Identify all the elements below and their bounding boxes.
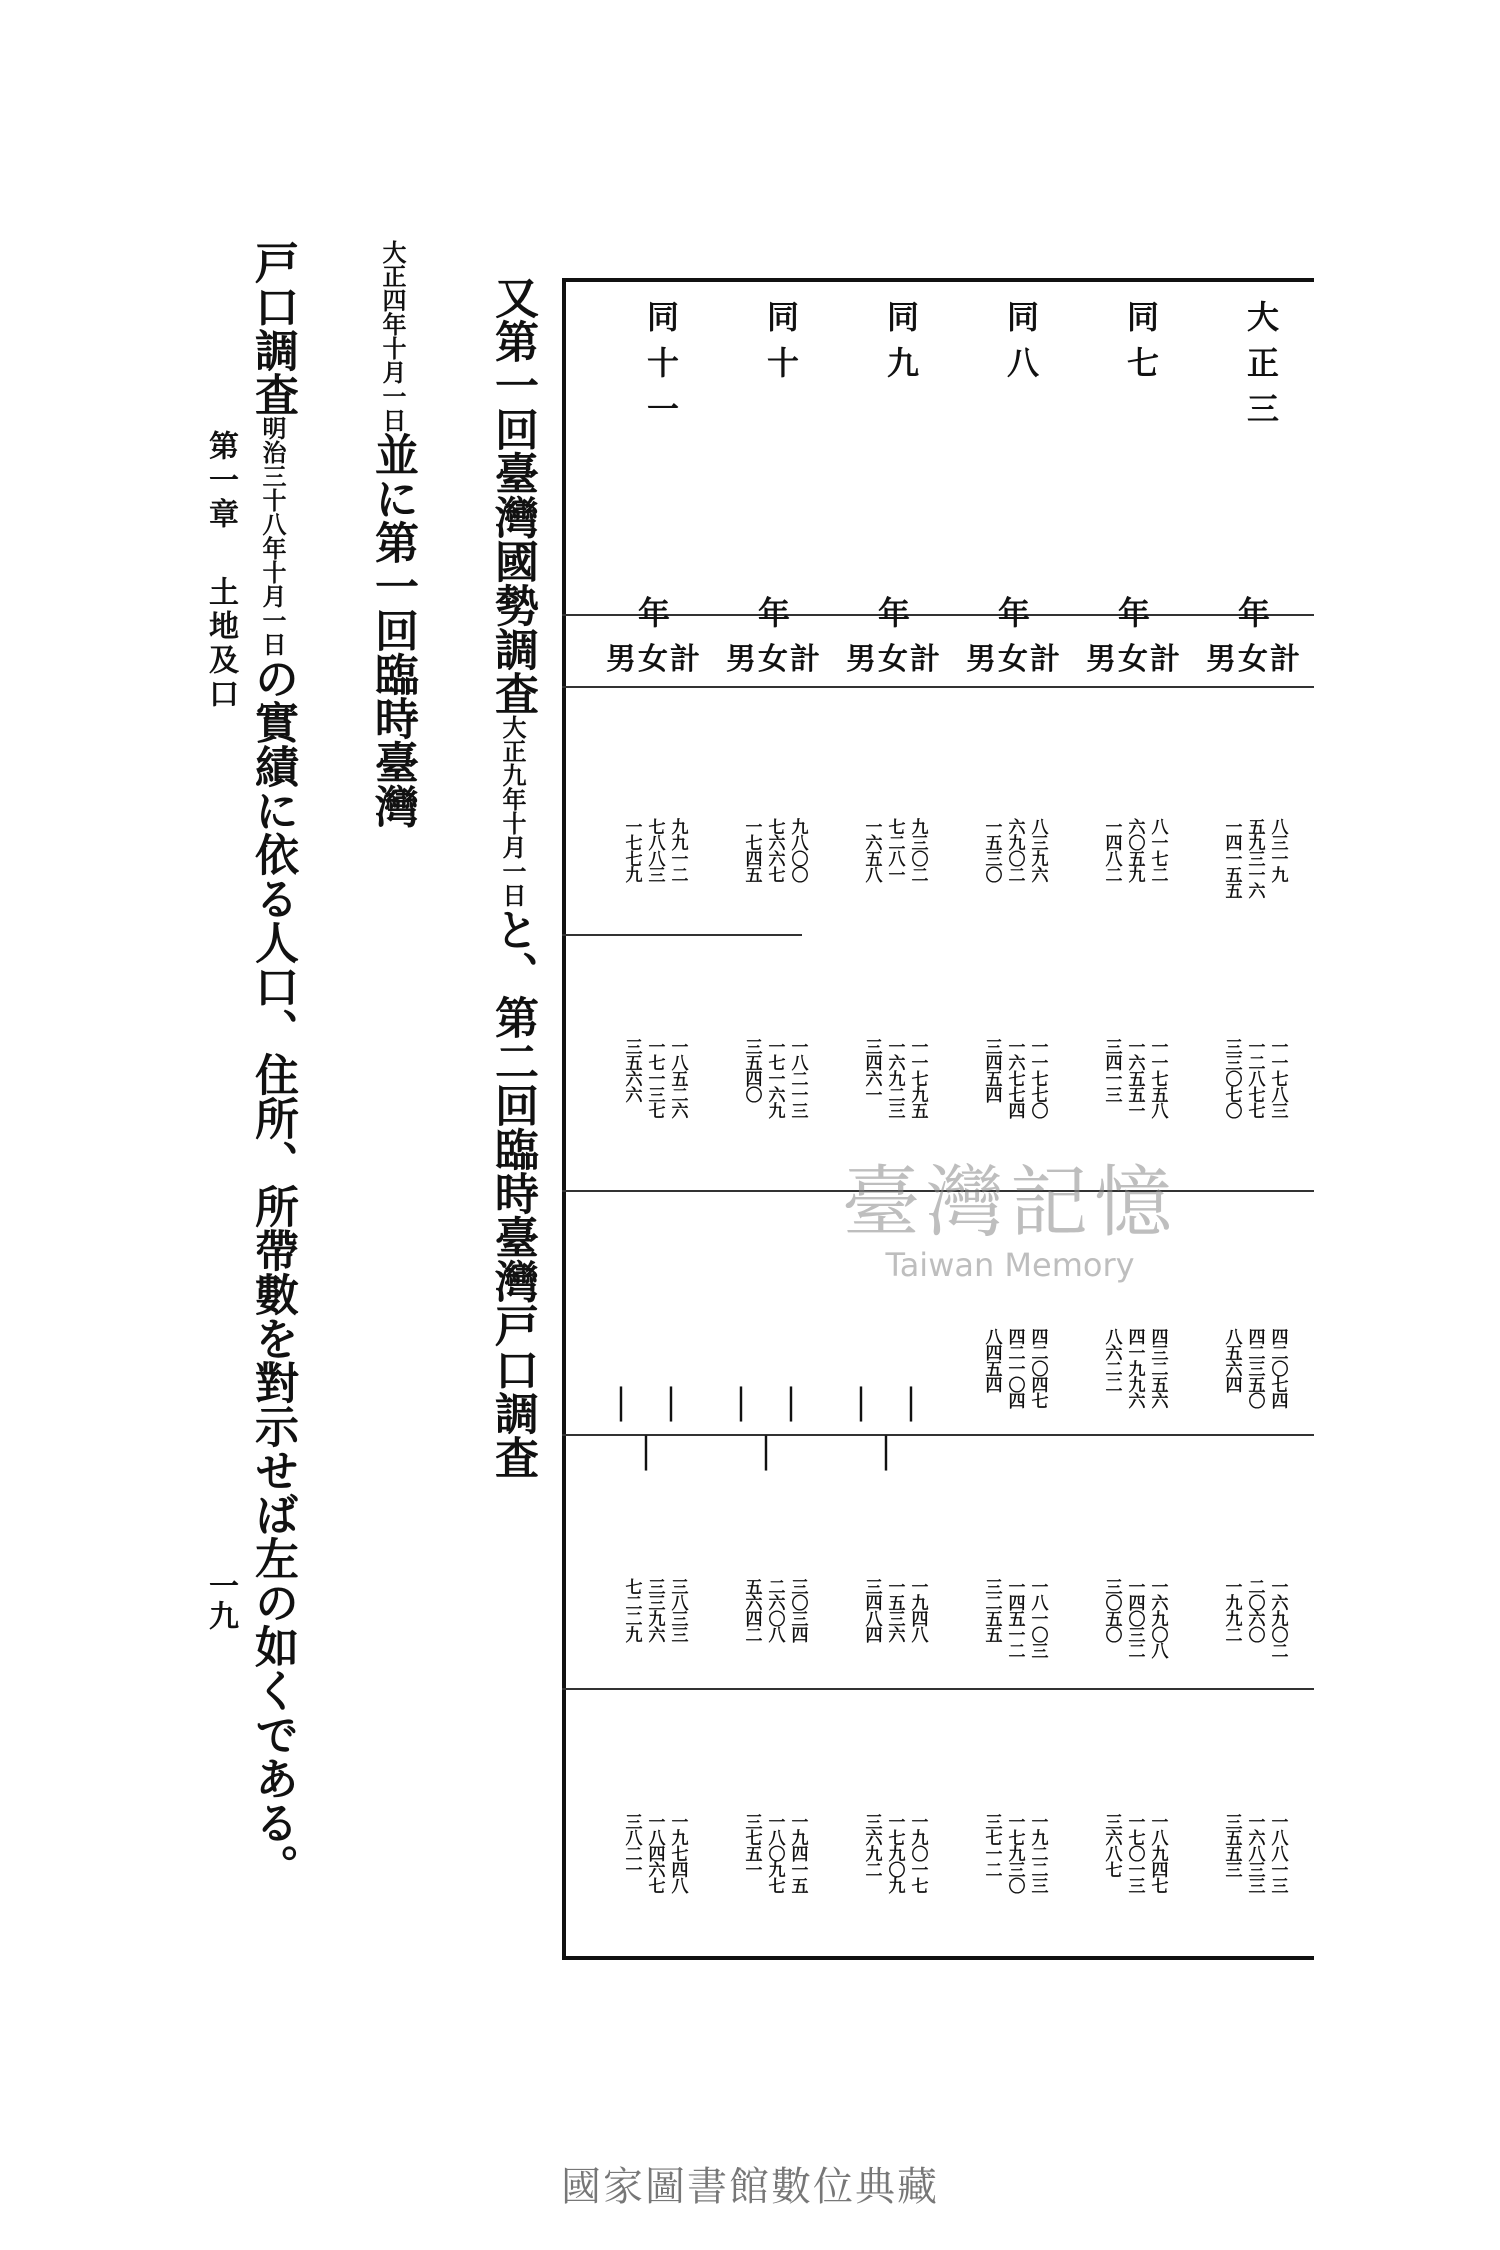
cell-value: 一四八二	[1101, 818, 1122, 882]
table-cell	[1074, 1578, 1194, 1658]
table-cell	[1194, 1328, 1314, 1408]
cell-value: 八五六四	[1221, 1328, 1242, 1392]
cell-value: 三八二一	[621, 1813, 642, 1877]
sex-label: 男女計	[966, 642, 1062, 677]
table-cell	[1194, 1578, 1314, 1658]
cell-value: 一九七四八	[667, 1813, 688, 1893]
cell-value: 七二八一	[884, 818, 905, 882]
cell-value: 三四五四	[981, 1038, 1002, 1102]
year-header: 同八 年	[998, 300, 1040, 632]
cell-value: 八六二二	[1101, 1328, 1122, 1392]
table-cell	[834, 1813, 954, 1893]
cell-value: 四三二五六	[1147, 1328, 1168, 1408]
population-table	[562, 278, 1314, 1960]
cell-value: 三七一二	[981, 1813, 1002, 1877]
cell-value: 一九九二	[1221, 1578, 1242, 1642]
cell-value: 一六九〇八	[1147, 1578, 1168, 1658]
cell-value: 一七九三〇	[1004, 1813, 1025, 1893]
sex-label: 男女計	[726, 642, 822, 677]
cell-value: 一二八七七	[1244, 1038, 1265, 1118]
paragraph-column-2	[367, 240, 418, 828]
cell-value: 九三〇二	[907, 818, 928, 882]
row-rule	[562, 934, 802, 936]
cell-value: 一四一五五	[1221, 818, 1242, 898]
date-note: 大正四年十月一日	[378, 240, 407, 432]
cell-value: 一九〇一七	[907, 1813, 928, 1893]
footer-credit: 國家圖書館數位典藏	[561, 2164, 939, 2210]
table-cell	[1074, 1328, 1194, 1408]
cell-value: 八三九六	[1027, 818, 1048, 882]
table-cell	[714, 1813, 834, 1893]
cell-value: 一一七七〇	[1027, 1038, 1048, 1118]
cell-value: 三四八四	[861, 1578, 882, 1642]
sex-label: 男女計	[1206, 642, 1302, 677]
paragraph-column-3	[247, 240, 298, 1888]
table-cell	[714, 818, 834, 882]
cell-value: 三三九六	[644, 1578, 665, 1642]
sex-label: 男女計	[606, 642, 702, 677]
cell-value: 三六九二	[861, 1813, 882, 1877]
cell-value: 二六〇八	[764, 1578, 785, 1642]
cell-value: 三四一三	[1101, 1038, 1122, 1102]
page-number: 一九	[203, 1570, 238, 1630]
year-header: 同十 年	[758, 300, 800, 632]
cell-value: 九八〇〇	[787, 818, 808, 882]
table-cell	[1194, 818, 1314, 898]
cell-value: 一八二一三	[787, 1038, 808, 1118]
cell-value: 一七四五	[741, 818, 762, 882]
cell-value: 一九四八	[907, 1578, 928, 1642]
watermark-cn: 臺灣記憶	[841, 1158, 1178, 1248]
table-cell	[834, 1038, 954, 1118]
table-cell	[954, 1813, 1074, 1893]
cell-value: 八四五四	[981, 1328, 1002, 1392]
cell-value: 四二〇七四	[1267, 1328, 1288, 1408]
table-cell	[954, 1578, 1074, 1658]
cell-value: 一一七五八	[1147, 1038, 1168, 1118]
cell-value: 一五三〇	[981, 818, 1002, 882]
cell-value: 二〇六〇	[1244, 1578, 1265, 1642]
year-header: 同七 年	[1118, 300, 1160, 632]
cell-value: 四二三五〇	[1244, 1328, 1265, 1408]
cell-value: 一六七七四	[1004, 1038, 1025, 1118]
cell-value: 四二〇四七	[1027, 1328, 1048, 1408]
watermark	[770, 1140, 1250, 1284]
cell-value: 六九〇二	[1004, 818, 1025, 882]
cell-value: 一五三六	[884, 1578, 905, 1642]
watermark-en: Taiwan Memory	[885, 1246, 1135, 1284]
sex-label: 男女計	[846, 642, 942, 677]
year-header: 同九 年	[878, 300, 920, 632]
cell-value: 一一七八三	[1267, 1038, 1288, 1118]
cell-value: 四二一〇四	[1004, 1328, 1025, 1408]
chapter-label: 第一章	[203, 430, 238, 532]
running-head	[198, 430, 242, 712]
table-cell	[1074, 818, 1194, 882]
cell-value: 一七〇一三	[1124, 1813, 1145, 1893]
cell-value: 五九三一六	[1244, 818, 1265, 898]
cell-value: 一七七九	[621, 818, 642, 882]
cell-value: 一六九〇二	[1267, 1578, 1288, 1658]
cell-value: 一八四六七	[644, 1813, 665, 1893]
cell-value: 一六八三三	[1244, 1813, 1265, 1893]
paragraph-text: の實績に依る人口、住所、所帶數を對示せば左の如くである。	[247, 656, 298, 1888]
cell-value: 七八八三	[644, 818, 665, 882]
cell-value: 一七一六九	[764, 1038, 785, 1118]
cell-value: 八一七二	[1147, 818, 1168, 882]
table-cell	[714, 1578, 834, 1642]
cell-value: 一九四一五	[787, 1813, 808, 1893]
table-cell	[834, 818, 954, 882]
table-cell	[1194, 1038, 1314, 1118]
sex-rule	[562, 686, 1314, 688]
row-rule	[562, 1688, 1314, 1690]
cell-value: 一一七九五	[907, 1038, 928, 1118]
paragraph-text: 又第一回臺灣國勢調査	[487, 275, 538, 715]
sex-label: 男女計	[1086, 642, 1182, 677]
table-cell	[714, 1038, 834, 1118]
cell-value: 三六八七	[1101, 1813, 1122, 1877]
cell-value: 一八五二六	[667, 1038, 688, 1118]
cell-value: 一八〇九七	[764, 1813, 785, 1893]
cell-value: 八三一九	[1267, 818, 1288, 882]
empty-cell-dash: ｜｜｜	[604, 1386, 704, 1475]
date-note: 大正九年十月一日	[498, 715, 527, 907]
table-cell	[1074, 1813, 1194, 1893]
table-cell	[954, 1038, 1074, 1118]
cell-value: 三〇五〇	[1101, 1578, 1122, 1642]
cell-value: 一六九二三	[884, 1038, 905, 1118]
table-cell	[954, 818, 1074, 882]
cell-value: 三五四〇	[741, 1038, 762, 1102]
cell-value: 一七一三七	[644, 1038, 665, 1118]
empty-cell-dash: ｜｜｜	[724, 1386, 824, 1475]
cell-value: 一八八一三	[1267, 1813, 1288, 1893]
cell-value: 四一九九六	[1124, 1328, 1145, 1408]
empty-cell-dash: ｜｜｜	[844, 1386, 944, 1475]
cell-value: 九九一二	[667, 818, 688, 882]
table-cell	[834, 1578, 954, 1642]
cell-value: 一八一〇三	[1027, 1578, 1048, 1658]
cell-value: 一四〇三二	[1124, 1578, 1145, 1658]
cell-value: 一六五五一	[1124, 1038, 1145, 1118]
year-header: 大正三 年	[1238, 300, 1280, 632]
cell-value: 三七五一	[741, 1813, 762, 1877]
paragraph-text: と、第二回臨時臺灣戸口調査	[487, 907, 538, 1479]
table-cell	[594, 1578, 714, 1642]
cell-value: 七六六七	[764, 818, 785, 882]
cell-value: 五六四二	[741, 1578, 762, 1642]
cell-value: 一四五一二	[1004, 1578, 1025, 1658]
table-cell	[954, 1328, 1074, 1408]
cell-value: 三八三三	[667, 1578, 688, 1642]
paragraph-column-1	[487, 275, 538, 1479]
table-cell	[594, 1813, 714, 1893]
paragraph-text: 戸口調査	[247, 240, 298, 416]
cell-value: 一九二二三	[1027, 1813, 1048, 1893]
table-cell	[1194, 1813, 1314, 1893]
table-cell	[1074, 1038, 1194, 1118]
cell-value: 一七九〇九	[884, 1813, 905, 1893]
year-header: 同十一 年	[638, 300, 680, 632]
cell-value: 七二二九	[621, 1578, 642, 1642]
cell-value: 六〇五九	[1124, 818, 1145, 882]
table-top-rule	[562, 278, 1314, 282]
cell-value: 三五五三	[1221, 1813, 1242, 1877]
cell-value: 三三〇七〇	[1221, 1038, 1242, 1118]
date-note: 明治三十八年十月一日	[258, 416, 287, 656]
cell-value: 三四六一	[861, 1038, 882, 1102]
table-bottom-rule	[562, 1956, 1314, 1960]
cell-value: 三〇三四	[787, 1578, 808, 1642]
cell-value: 三二五五	[981, 1578, 1002, 1642]
table-left-rule	[562, 278, 566, 1960]
cell-value: 一六五八	[861, 818, 882, 882]
table-cell	[594, 818, 714, 882]
cell-value: 一八九四七	[1147, 1813, 1168, 1893]
cell-value: 三五六六	[621, 1038, 642, 1102]
paragraph-text: 並に第一回臨時臺灣	[367, 432, 418, 828]
chapter-title: 土地及口	[203, 576, 238, 712]
header-rule	[562, 614, 1314, 616]
table-cell	[594, 1038, 714, 1118]
